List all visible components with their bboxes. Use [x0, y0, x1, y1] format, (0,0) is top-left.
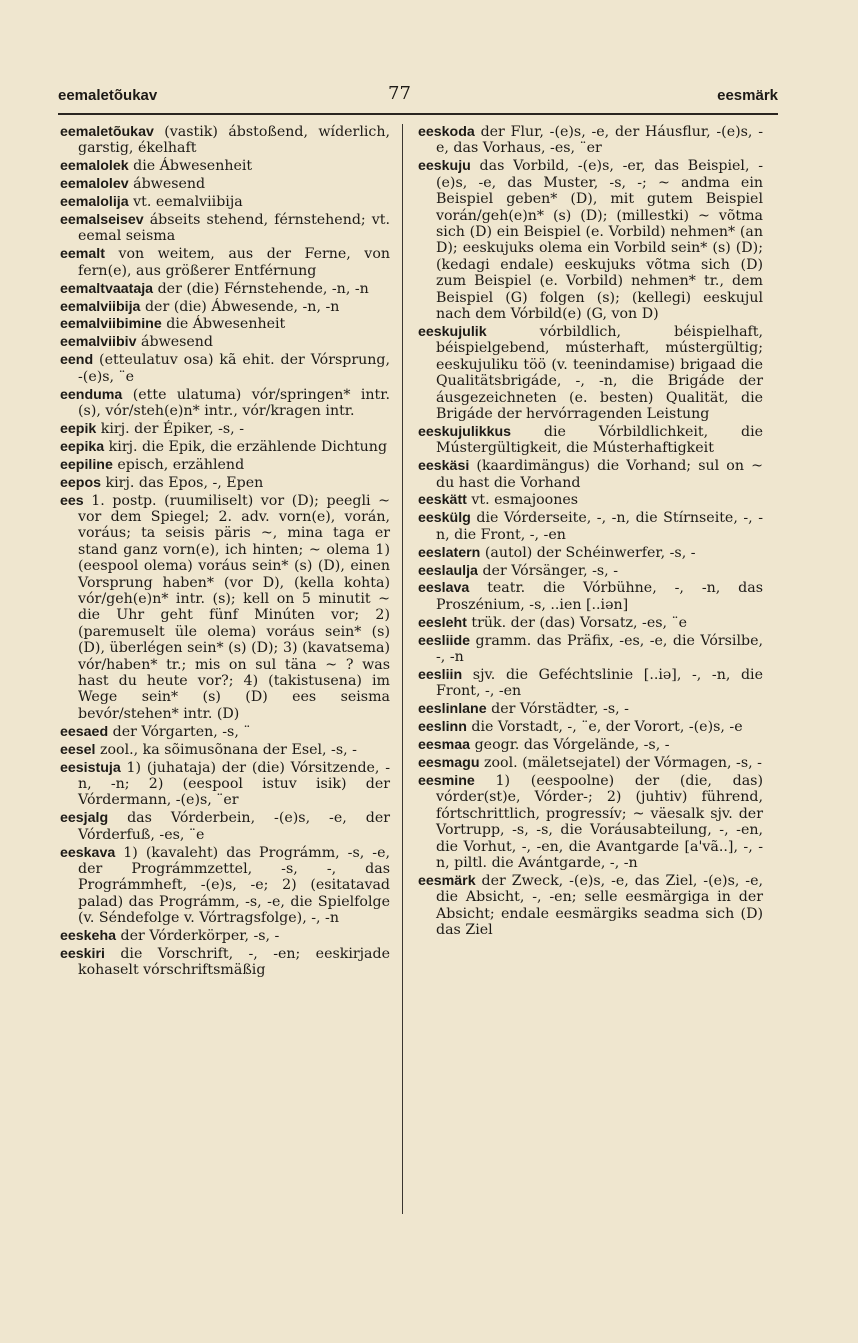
- entry-headword: eemalt: [60, 246, 105, 263]
- entry-headword: eemalviibija: [60, 298, 141, 315]
- entry-definition: die Vórderseite, -, -n, die Stírnseite, -, -n, die Front, -, -en: [436, 510, 763, 543]
- entry-definition: vt. eemalviibija: [128, 194, 243, 211]
- entry-definition: 1. postp. (ruumiliselt) vor (D); peegli ~ vor dem Spiegel; 2. adv. vorn(e), vorán, voráus; ta seisis päris ~, mina taga er stand ganz vorn(e), ich hinten; ~ olema 1) (eespool olema) voráus sein* (s) (D), einen Vorsprung haben* (vor D), (kella kohta) vór/geh(e)n* intr. (s); kell on 5 minutit ~ die Uhr geht fünf Minúten vor; 2) (paremuselt üle olema) voráus sein* (s) (D), überlégen sein* (s) (D); 3) (kavatsema) vór/haben* tr.; mis on sul täna ~ ? was hast du heute vor?; 4) (takistusena) im Wege sein* (s) (D) ees seisma bevór/stehen* intr. (D): [78, 492, 390, 722]
- dictionary-entry: [60, 493, 390, 723]
- dictionary-entry: [60, 724, 390, 740]
- entry-definition: zool. (mäletsejatel) der Vórmagen, -s, -: [479, 755, 762, 772]
- dictionary-entry: [418, 424, 763, 457]
- entry-definition: sjv. die Geféchtslinie [..iə], -, -n, die Front, -, -en: [436, 667, 763, 700]
- dictionary-entry: [60, 281, 390, 297]
- entry-definition: 1) (eespoolne) der (die, das) vórder(st)e, Vórder-; 2) (juhtiv) führend, fórtschrittlich, progressív; ~ väesalk sjv. der Vortrupp, -s, -s, die Voráusabteilung, -, -en, die Vorhut, -, -en, die Avantgarde [a'vã..], -, -n, piltl. die Avántgarde, -, -n: [436, 772, 763, 871]
- entry-headword: eesmärk: [418, 872, 476, 889]
- dictionary-entry: [60, 387, 390, 420]
- entry-headword: eesleht: [418, 614, 467, 631]
- entry-definition: ábwesend: [136, 334, 214, 351]
- entry-headword: eemalseisev: [60, 212, 144, 229]
- dictionary-entry: [60, 176, 390, 192]
- entry-definition: der Vórsänger, -s, -: [477, 562, 618, 579]
- entry-definition: die Ábwesenheit: [128, 158, 253, 175]
- dictionary-entry: [60, 352, 390, 385]
- entry-headword: eeskujulikkus: [418, 423, 512, 440]
- dictionary-entry: [418, 492, 763, 508]
- right-running-headword: eesmärk: [717, 87, 778, 104]
- entry-headword: eeskiri: [60, 946, 105, 962]
- dictionary-entry: [60, 421, 390, 437]
- dictionary-entry: [60, 194, 390, 210]
- entry-headword: eesaed: [60, 723, 109, 740]
- entry-definition: der (die) Férnstehende, -n, -n: [153, 280, 369, 297]
- entry-definition: der Vórgarten, -s, ¨: [108, 723, 251, 740]
- entry-headword: eepos: [60, 474, 102, 491]
- dictionary-entry: [60, 457, 390, 473]
- dictionary-entry: [60, 299, 390, 315]
- entry-headword: eepika: [60, 438, 105, 455]
- entry-headword: eemalolev: [60, 176, 129, 193]
- entry-definition: 1) (juhataja) der (die) Vórsitzende, -n, -n; 2) (eespool istuv isik) der Vórdermann, -(e)s, ¨er: [78, 759, 390, 809]
- dictionary-entry: [418, 324, 763, 422]
- entry-headword: eeslinn: [418, 719, 467, 736]
- entry-definition: ábwesend: [128, 176, 206, 193]
- entry-headword: eeskülg: [418, 510, 471, 527]
- entry-definition: der Zweck, -(e)s, -e, das Ziel, -(e)s, -e, die Absicht, -, -en; selle eesmärgiga in der Absicht; endale eesmärgiks seadma sich (D) das Ziel: [436, 872, 763, 939]
- dictionary-entry: [418, 873, 763, 939]
- entry-definition: (etteulatuv osa) kã ehit. der Vórsprung, -(e)s, ¨e: [78, 352, 390, 385]
- entry-headword: eesmaa: [418, 737, 471, 754]
- entry-headword: eeskeha: [60, 928, 117, 945]
- entry-headword: eesmine: [418, 772, 475, 789]
- entry-definition: kirj. der Épiker, -s, -: [96, 420, 244, 437]
- entry-headword: eesjalg: [60, 810, 109, 827]
- entry-definition: die Vórbildlichkeit, die Mústergültigkeit, die Músterhaftigkeit: [436, 423, 763, 457]
- dictionary-entry: [418, 719, 763, 735]
- page-number: 77: [388, 83, 411, 104]
- entry-headword: eeslava: [418, 580, 470, 597]
- dictionary-entry: [418, 773, 763, 871]
- entry-definition: das Vorbild, -(e)s, -er, das Beispiel, -(e)s, -e, das Muster, -s, -; ~ andma ein Beispiel geben* (D), mit gutem Beispiel vorán/geh(e)n* (s) (D); (millestki) ~ võtma sich (D) ein Beispiel (e. Vorbild) nehmen* (an D); eeskujuks olema ein Vorbild sein* (s) (D); (kedagi endale) eeskujuks võtma sich (D) zum Beispiel (e. Vorbild) nehmen* tr., dem Beispiel (G) folgen (s); (kellegi) eeskujul nach dem Vórbild(e) (G, von D): [436, 158, 763, 322]
- entry-definition: ábseits stehend, férnstehend; vt. eemal seisma: [78, 212, 390, 245]
- dictionary-entry: [60, 946, 390, 979]
- entry-definition: (vastik) ábstoßend, wíderlich, garstig, ékelhaft: [78, 124, 390, 157]
- dictionary-entry: [418, 510, 763, 543]
- entry-headword: eeskäsi: [418, 458, 470, 475]
- entry-headword: eesliide: [418, 632, 471, 649]
- header-rule: [58, 113, 778, 115]
- entry-definition: der (die) Ábwesende, -n, -n: [140, 298, 340, 315]
- dictionary-entry: [60, 334, 390, 350]
- entry-headword: eeslaulja: [418, 562, 478, 579]
- dictionary-entry: [60, 742, 390, 758]
- entry-headword: eepiline: [60, 456, 113, 473]
- entry-headword: eemalviibiv: [60, 334, 137, 351]
- entry-headword: eeskujulik: [418, 323, 487, 340]
- entry-headword: eeskava: [60, 844, 116, 861]
- dictionary-entry: [418, 737, 763, 753]
- dictionary-entry: [418, 545, 763, 561]
- entry-headword: eemalolija: [60, 194, 129, 211]
- entry-definition: vórbildlich, béispielhaft, béispielgebend, músterhaft, mústergültig; eeskujuliku töö (v. teenindamise) brigaad die Qualitätsbrigáde, -, -n, die Brigáde der áusgezeichneten (e. besten) Qualität, die Brigáde der hervórragenden Leistung: [436, 323, 763, 422]
- entry-definition: (ette ulatuma) vór/springen* intr. (s), vór/steh(e)n* intr., vór/kragen intr.: [78, 386, 390, 419]
- dictionary-entry: [60, 475, 390, 491]
- dictionary-entry: [60, 439, 390, 455]
- dictionary-entry: [418, 158, 763, 322]
- dictionary-entry: [418, 458, 763, 491]
- dictionary-entry: [418, 580, 763, 613]
- dictionary-entry: [418, 701, 763, 717]
- dictionary-entry: [60, 760, 390, 809]
- dictionary-entry: [60, 246, 390, 279]
- column-divider: [402, 124, 403, 1214]
- entry-definition: gramm. das Präfix, -es, -e, die Vórsilbe, -, -n: [436, 632, 763, 666]
- entry-definition: (kaardimängus) die Vorhand; sul on ~ du hast die Vorhand: [436, 458, 763, 491]
- entry-headword: eenduma: [60, 386, 123, 403]
- dictionary-entry: [60, 810, 390, 843]
- page-header: [58, 80, 778, 108]
- dictionary-entry: [60, 124, 390, 157]
- entry-definition: trük. der (das) Vorsatz, -es, ¨e: [466, 614, 688, 631]
- entry-headword: eesmagu: [418, 755, 480, 772]
- dictionary-entry: [418, 124, 763, 157]
- entry-headword: eesel: [60, 741, 96, 758]
- entry-headword: eemalviibimine: [60, 316, 162, 333]
- entry-definition: geogr. das Vórgelände, -s, -: [470, 737, 670, 754]
- entry-definition: der Vórstädter, -s, -: [486, 701, 629, 718]
- dictionary-entry: [60, 316, 390, 332]
- entry-definition: kirj. das Epos, -, Epen: [101, 474, 264, 491]
- entry-definition: der Flur, -(e)s, -e, der Háusflur, -(e)s, -e, das Vorhaus, -es, ¨er: [436, 124, 763, 157]
- entry-headword: ees: [60, 492, 84, 509]
- entry-headword: eesistuja: [60, 759, 121, 776]
- dictionary-entry: [60, 845, 390, 927]
- dictionary-entry: [60, 158, 390, 174]
- entry-definition: (autol) der Schéinwerfer, -s, -: [480, 544, 696, 561]
- entry-definition: episch, erzählend: [112, 456, 245, 473]
- entry-headword: eesliin: [418, 667, 463, 683]
- entry-headword: eeslinlane: [418, 701, 487, 718]
- entry-definition: 1) (kavaleht) das Prográmm, -s, -e, der Prográmmzettel, -s, -, das Prográmmheft, -(e)s, -e; 2) (esitatavad palad) das Prográmm, -s, -e, die Spielfolge (v. Séndefolge v. Vórtragsfolge), -, -n: [78, 844, 390, 927]
- entry-definition: die Vorstadt, -, ¨e, der Vorort, -(e)s, -e: [466, 719, 743, 736]
- entry-definition: vt. esmajoones: [466, 492, 579, 509]
- dictionary-entry: [418, 563, 763, 579]
- entry-definition: zool., ka sõimusõnana der Esel, -s, -: [95, 741, 357, 758]
- entry-headword: eemalolek: [60, 158, 129, 175]
- left-column: [60, 124, 390, 980]
- dictionary-entry: [418, 633, 763, 666]
- entry-definition: teatr. die Vórbühne, -, -n, das Proszénium, -s, ..ien [..iən]: [436, 580, 763, 613]
- entry-headword: eemaletõukav: [60, 124, 154, 140]
- right-column: [418, 124, 763, 940]
- entry-definition: kirj. die Epik, die erzählende Dichtung: [104, 438, 388, 455]
- entry-headword: eeskätt: [418, 492, 467, 509]
- entry-definition: das Vórderbein, -(e)s, -e, der Vórderfuß, -es, ¨e: [78, 810, 390, 843]
- dictionary-entry: [418, 667, 763, 700]
- entry-headword: eemaltvaataja: [60, 280, 154, 297]
- dictionary-entry: [418, 755, 763, 771]
- dictionary-entry: [60, 212, 390, 245]
- entry-definition: die Vorschrift, -, -en; eeskirjade kohaselt vórschriftsmäßig: [78, 946, 390, 979]
- entry-headword: eeslatern: [418, 544, 481, 561]
- entry-headword: eeskoda: [418, 124, 475, 140]
- dictionary-entry: [418, 615, 763, 631]
- entry-headword: eepik: [60, 420, 97, 437]
- dictionary-entry: [60, 928, 390, 944]
- entry-headword: eeskuju: [418, 158, 471, 175]
- left-running-headword: eemaletõukav: [58, 87, 158, 104]
- entry-definition: der Vórderkörper, -s, -: [116, 928, 280, 945]
- entry-definition: von weitem, aus der Ferne, von fern(e), aus größerer Entférnung: [78, 246, 390, 279]
- entry-headword: eend: [60, 352, 94, 369]
- entry-definition: die Ábwesenheit: [161, 316, 286, 333]
